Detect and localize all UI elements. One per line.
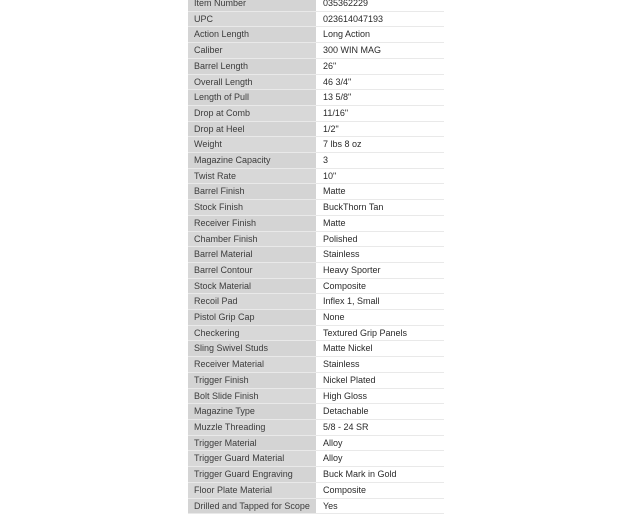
spec-label: Trigger Guard Material [188,451,317,467]
spec-label: Item Number [188,0,317,11]
spec-label: Action Length [188,27,317,43]
spec-row [188,435,444,451]
spec-value: Composite [317,278,445,294]
spec-value: 035362229 [317,0,445,11]
spec-value: 5/8 - 24 SR [317,419,445,435]
spec-value: 46 3/4" [317,74,445,90]
spec-row [188,90,444,106]
spec-value: Polished [317,231,445,247]
spec-label: Checkering [188,325,317,341]
spec-row [188,310,444,326]
spec-label: Drop at Heel [188,121,317,137]
spec-label: Overall Length [188,74,317,90]
specifications-body [188,0,444,514]
spec-label: Barrel Finish [188,184,317,200]
spec-row [188,278,444,294]
spec-label: Barrel Material [188,247,317,263]
spec-row [188,419,444,435]
spec-value: 023614047193 [317,11,445,27]
spec-value: 3 [317,153,445,169]
spec-row [188,168,444,184]
spec-value: 1/2" [317,121,445,137]
spec-label: Magazine Type [188,404,317,420]
spec-value: Detachable [317,404,445,420]
spec-label: Trigger Material [188,435,317,451]
spec-value: Inflex 1, Small [317,294,445,310]
spec-value: None [317,310,445,326]
spec-label: Muzzle Threading [188,419,317,435]
spec-value: 26" [317,58,445,74]
spec-row [188,341,444,357]
spec-row [188,200,444,216]
spec-row [188,153,444,169]
spec-value: Alloy [317,435,445,451]
spec-row [188,121,444,137]
spec-row [188,0,444,11]
spec-label: Length of Pull [188,90,317,106]
spec-row [188,357,444,373]
spec-value: 13 5/8" [317,90,445,106]
spec-row [188,11,444,27]
spec-value: Yes [317,498,445,514]
spec-value: Textured Grip Panels [317,325,445,341]
spec-value: Heavy Sporter [317,262,445,278]
spec-value: 10" [317,168,445,184]
spec-label: Magazine Capacity [188,153,317,169]
spec-label: Receiver Finish [188,215,317,231]
spec-row [188,105,444,121]
spec-value: High Gloss [317,388,445,404]
spec-label: Stock Finish [188,200,317,216]
spec-label: Floor Plate Material [188,482,317,498]
spec-value: Composite [317,482,445,498]
spec-value: Matte [317,184,445,200]
spec-value: Alloy [317,451,445,467]
spec-row [188,215,444,231]
spec-row [188,482,444,498]
spec-label: Recoil Pad [188,294,317,310]
spec-label: Barrel Contour [188,262,317,278]
spec-row [188,498,444,514]
spec-value: 300 WIN MAG [317,43,445,59]
spec-row [188,231,444,247]
spec-row [188,27,444,43]
spec-label: Drilled and Tapped for Scope [188,498,317,514]
spec-row [188,294,444,310]
spec-value: Long Action [317,27,445,43]
spec-row [188,43,444,59]
spec-row [188,404,444,420]
spec-label: Barrel Length [188,58,317,74]
spec-value: BuckThorn Tan [317,200,445,216]
spec-label: Weight [188,137,317,153]
spec-label: Drop at Comb [188,105,317,121]
spec-row [188,325,444,341]
spec-row [188,74,444,90]
spec-row [188,184,444,200]
spec-value: Stainless [317,357,445,373]
spec-label: Pistol Grip Cap [188,310,317,326]
spec-label: Bolt Slide Finish [188,388,317,404]
spec-row [188,388,444,404]
spec-row [188,137,444,153]
spec-row [188,451,444,467]
spec-row [188,262,444,278]
spec-label: Trigger Finish [188,372,317,388]
spec-label: Twist Rate [188,168,317,184]
spec-value: Nickel Plated [317,372,445,388]
spec-label: Trigger Guard Engraving [188,467,317,483]
spec-value: Buck Mark in Gold [317,467,445,483]
spec-row [188,372,444,388]
spec-row [188,58,444,74]
specifications-table [188,0,444,514]
spec-value: Matte Nickel [317,341,445,357]
spec-value: 7 lbs 8 oz [317,137,445,153]
spec-label: Stock Material [188,278,317,294]
spec-value: Matte [317,215,445,231]
spec-label: Sling Swivel Studs [188,341,317,357]
spec-row [188,247,444,263]
spec-label: UPC [188,11,317,27]
spec-label: Caliber [188,43,317,59]
spec-label: Chamber Finish [188,231,317,247]
spec-label: Receiver Material [188,357,317,373]
spec-value: Stainless [317,247,445,263]
spec-value: 11/16" [317,105,445,121]
